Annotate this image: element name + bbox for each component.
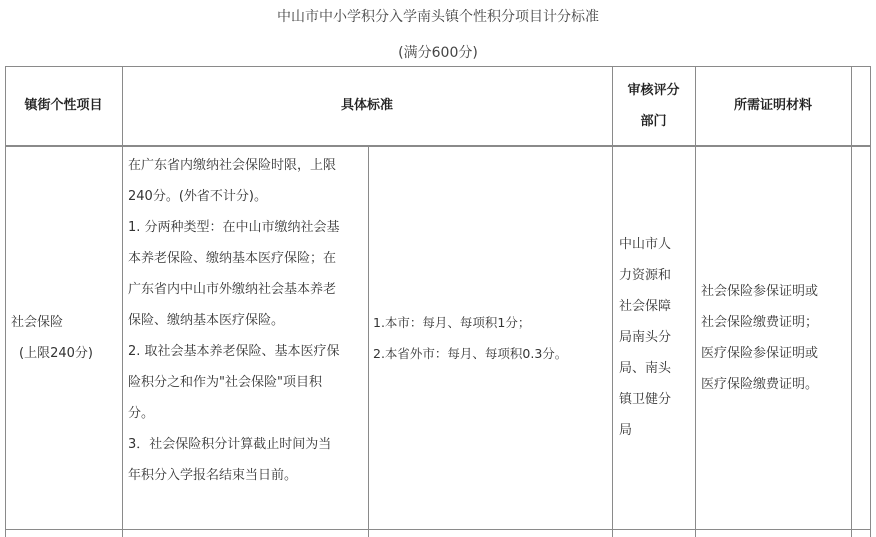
materials-line: 医疗保险缴费证明。 [701, 376, 819, 392]
criteria-line: 保险、缴纳基本医疗保险。 [128, 313, 285, 328]
dept-line: 力资源和 [619, 268, 672, 283]
criteria-line: 广东省内中山市外缴纳社会基本养老 [128, 282, 337, 297]
dept-line: 局 [619, 423, 633, 438]
header-standard: 具体标准 [340, 98, 393, 113]
header-dept [612, 66, 695, 145]
row-item [5, 146, 122, 529]
header-materials: 所需证明材料 [733, 98, 812, 113]
item-name: 社会保险 [11, 314, 64, 330]
criteria-line: 险积分之和作为"社会保险"项目积 [128, 375, 322, 390]
dept-line: 社会保障 [619, 299, 672, 314]
dept-line: 局南头分 [619, 330, 672, 345]
dept-line: 局、南头 [619, 361, 672, 376]
criteria-line: 1. 分两种类型：在中山市缴纳社会基 [128, 220, 340, 235]
criteria-line: 在广东省内缴纳社会保险时限，上限 [128, 158, 337, 173]
dept-line: 镇卫健分 [619, 392, 672, 407]
document-subtitle: (满分600分) [398, 45, 478, 61]
criteria-line: 年积分入学报名结束当日前。 [128, 468, 298, 483]
row-materials [695, 146, 851, 529]
item-limit: (上限240分) [19, 345, 93, 361]
header-dept-line2: 部门 [640, 113, 667, 129]
criteria-line: 分。 [128, 406, 155, 421]
materials-line: 社会保险缴费证明； [701, 314, 819, 330]
criteria-line: 本养老保险、缴纳基本医疗保险；在 [128, 251, 337, 266]
criteria-line: 2. 取社会基本养老保险、基本医疗保 [128, 344, 340, 359]
materials-line: 医疗保险参保证明或 [701, 345, 819, 361]
row-scoring [368, 146, 612, 529]
scoring-line: 1.本市：每月、每项积1分； [373, 314, 531, 330]
dept-line: 中山市人 [619, 237, 672, 252]
row-criteria [122, 146, 368, 529]
document-title: 中山市中小学积分入学南头镇个性积分项目计分标准 [277, 9, 599, 25]
criteria-line: 3．社会保险积分计算截止时间为当 [128, 437, 332, 452]
materials-line: 社会保险参保证明或 [701, 283, 819, 299]
criteria-line: 240分。(外省不计分)。 [128, 189, 267, 204]
scoring-line: 2.本省外市：每月、每项积0.3分。 [373, 345, 568, 361]
header-item: 镇街个性项目 [24, 98, 103, 113]
row-dept [612, 146, 695, 529]
header-dept-line1: 审核评分 [627, 82, 680, 98]
